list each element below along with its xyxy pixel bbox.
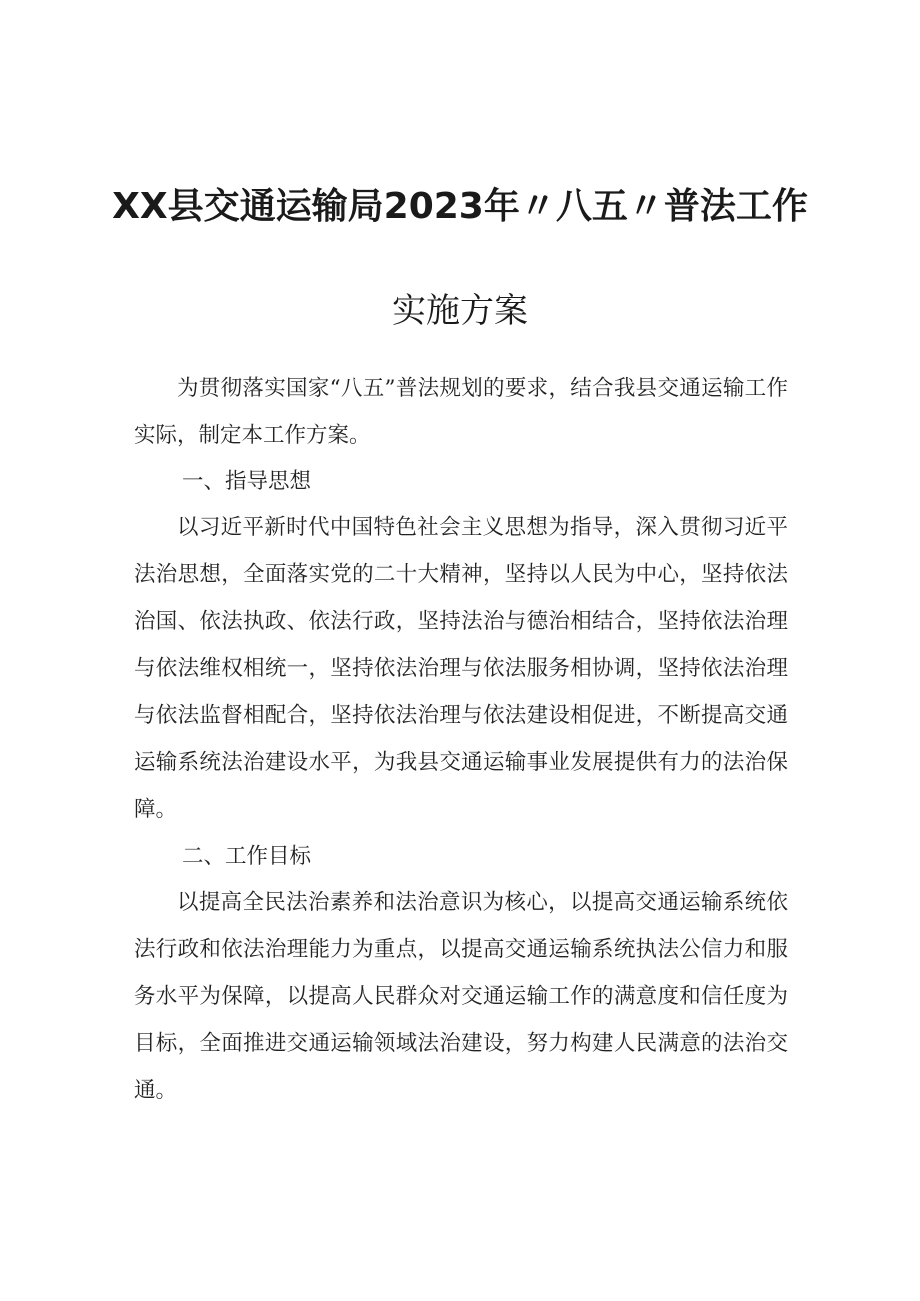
section-paragraph-guiding-ideology: 以习近平新时代中国特色社会主义思想为指导，深入贯彻习近平法治思想，全面落实党的二十大精神，坚持以人民为中心，坚持依法治国、依法执政、依法行政，坚持法治与德治相结合，坚持依法治理与依法维权相统一，坚持依法治理与依法服务相协调，坚持依法治理与依法监督相配合，坚持依法治理与依法建设相促进，不断提高交通运输系统法治建设水平，为我县交通运输事业发展提供有力的法治保障。 [134, 515, 788, 822]
document-title: XX县交通运输局2023年〃八五〃普法工作 [112, 186, 808, 227]
intro-paragraph: 为贯彻落实国家“八五”普法规划的要求，结合我县交通运输工作实际，制定本工作方案。 [134, 376, 788, 448]
section-heading-guiding-ideology: 一、指导思想 [182, 469, 312, 494]
section-paragraph-work-goals: 以提高全民法治素养和法治意识为核心，以提高交通运输系统依法行政和依法治理能力为重点，以提高交通运输系统执法公信力和服务水平为保障，以提高人民群众对交通运输工作的满意度和信任度为目标，全面推进交通运输领域法治建设，努力构建人民满意的法治交通。 [134, 890, 788, 1103]
section-heading-work-goals: 二、工作目标 [182, 844, 312, 869]
document-title-continued: 实施方案 [392, 291, 528, 331]
